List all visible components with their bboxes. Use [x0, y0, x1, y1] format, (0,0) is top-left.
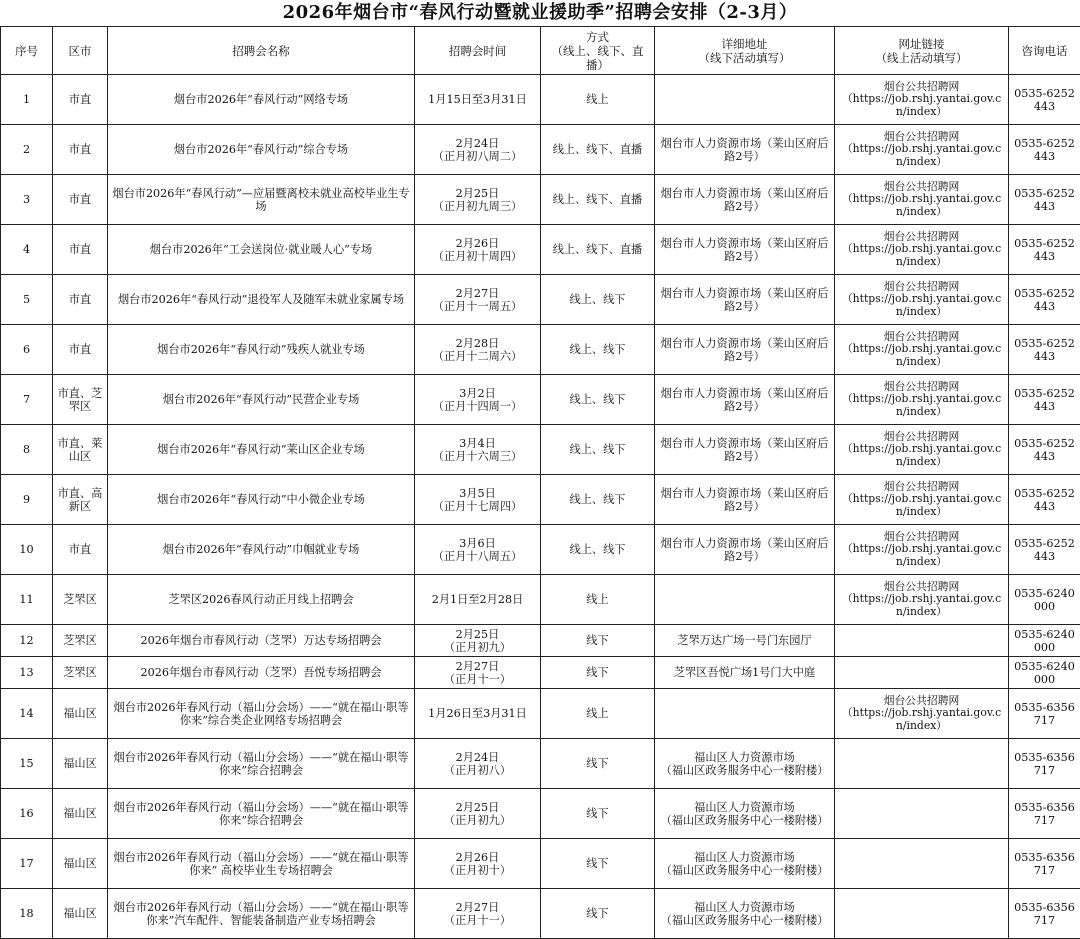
- row-phone: 0535-6252443: [1009, 275, 1080, 325]
- header-phone: 咨询电话: [1009, 27, 1080, 75]
- table-row: [1, 475, 1080, 525]
- row-time: 3月2日 （正月十四周一）: [415, 375, 541, 425]
- row-time: 2月26日 （正月初十周四）: [415, 225, 541, 275]
- row-fair-name: 烟台市2026年“春风行动”退役军人及随军未就业家属专场: [108, 275, 415, 325]
- row-district: 市直、莱山区: [53, 425, 108, 475]
- table-row: [1, 225, 1080, 275]
- row-link: 烟台公共招聘网 （https://job.rshj.yantai.gov.cn/index）: [835, 575, 1009, 625]
- row-time: 1月15日至3月31日: [415, 75, 541, 125]
- row-time: 2月25日 （正月初九周三）: [415, 175, 541, 225]
- row-address: 烟台市人力资源市场（莱山区府后路2号）: [655, 525, 835, 575]
- row-address: 烟台市人力资源市场（莱山区府后路2号）: [655, 225, 835, 275]
- row-number: 12: [1, 625, 53, 657]
- header-name: 招聘会名称: [108, 27, 415, 75]
- row-district: 芝罘区: [53, 575, 108, 625]
- row-phone: 0535-6240000: [1009, 575, 1080, 625]
- row-address: 烟台市人力资源市场（莱山区府后路2号）: [655, 325, 835, 375]
- row-number: 13: [1, 657, 53, 689]
- row-district: 市直: [53, 525, 108, 575]
- row-time: 2月1日至2月28日: [415, 575, 541, 625]
- row-mode: 线下: [541, 789, 655, 839]
- row-number: 16: [1, 789, 53, 839]
- row-number: 8: [1, 425, 53, 475]
- row-district: 市直、芝罘区: [53, 375, 108, 425]
- row-phone: 0535-6252443: [1009, 475, 1080, 525]
- row-address: [655, 575, 835, 625]
- row-fair-name: 烟台市2026年春风行动（福山分会场）——“就在福山·职等你来” 高校毕业生专场招聘会: [108, 839, 415, 889]
- row-district: 福山区: [53, 739, 108, 789]
- row-address: 芝罘区吾悦广场1号门大中庭: [655, 657, 835, 689]
- row-address: [655, 689, 835, 739]
- row-time: 2月27日 （正月十一周五）: [415, 275, 541, 325]
- row-fair-name: 烟台市2026年“工会送岗位·就业暖人心”专场: [108, 225, 415, 275]
- row-fair-name: 烟台市2026年“春风行动”巾帼就业专场: [108, 525, 415, 575]
- table-row: [1, 889, 1080, 939]
- table-row: [1, 275, 1080, 325]
- row-number: 18: [1, 889, 53, 939]
- row-number: 2: [1, 125, 53, 175]
- row-time: 2月28日 （正月十二周六）: [415, 325, 541, 375]
- row-link: [835, 889, 1009, 939]
- row-district: 市直: [53, 225, 108, 275]
- row-district: 福山区: [53, 839, 108, 889]
- row-address: 福山区人力资源市场 （福山区政务服务中心一楼附楼）: [655, 789, 835, 839]
- row-phone: 0535-6240000: [1009, 657, 1080, 689]
- row-number: 7: [1, 375, 53, 425]
- table-row: [1, 689, 1080, 739]
- row-mode: 线上、线下: [541, 475, 655, 525]
- row-address: 烟台市人力资源市场（莱山区府后路2号）: [655, 275, 835, 325]
- row-time: 3月5日 （正月十七周四）: [415, 475, 541, 525]
- row-time: 2月27日 （正月十一）: [415, 657, 541, 689]
- row-phone: 0535-6356717: [1009, 689, 1080, 739]
- row-time: 2月24日 （正月初八）: [415, 739, 541, 789]
- row-time: 3月4日 （正月十六周三）: [415, 425, 541, 475]
- row-number: 9: [1, 475, 53, 525]
- row-link: 烟台公共招聘网 （https://job.rshj.yantai.gov.cn/index）: [835, 689, 1009, 739]
- row-district: 市直: [53, 175, 108, 225]
- header-link: 网址链接 （线上活动填写）: [835, 27, 1009, 75]
- row-mode: 线下: [541, 625, 655, 657]
- row-number: 3: [1, 175, 53, 225]
- row-number: 15: [1, 739, 53, 789]
- row-fair-name: 烟台市2026年“春风行动”莱山区企业专场: [108, 425, 415, 475]
- row-time: 2月25日 （正月初九）: [415, 789, 541, 839]
- table-row: [1, 625, 1080, 657]
- table-row: [1, 325, 1080, 375]
- table-row: [1, 657, 1080, 689]
- table-row: [1, 125, 1080, 175]
- row-link: 烟台公共招聘网 （https://job.rshj.yantai.gov.cn/index）: [835, 425, 1009, 475]
- row-district: 市直: [53, 75, 108, 125]
- page-title: 2026年烟台市“春风行动暨就业援助季”招聘会安排（2-3月）: [0, 0, 1080, 26]
- header-mode: 方式 （线上、线下、直播）: [541, 27, 655, 75]
- row-number: 5: [1, 275, 53, 325]
- row-link: 烟台公共招聘网 （https://job.rshj.yantai.gov.cn/index）: [835, 475, 1009, 525]
- row-fair-name: 烟台市2026年“春风行动”民营企业专场: [108, 375, 415, 425]
- row-district: 福山区: [53, 789, 108, 839]
- row-district: 芝罘区: [53, 625, 108, 657]
- row-mode: 线上、线下、直播: [541, 225, 655, 275]
- table-row: [1, 175, 1080, 225]
- row-phone: 0535-6252443: [1009, 325, 1080, 375]
- row-phone: 0535-6252443: [1009, 525, 1080, 575]
- row-mode: 线下: [541, 739, 655, 789]
- row-time: 2月27日 （正月十一）: [415, 889, 541, 939]
- table-row: [1, 575, 1080, 625]
- table-row: [1, 525, 1080, 575]
- row-fair-name: 烟台市2026年春风行动（福山分会场）——“就在福山·职等你来”综合招聘会: [108, 739, 415, 789]
- row-fair-name: 2026年烟台市春风行动（芝罘）吾悦专场招聘会: [108, 657, 415, 689]
- row-time: 2月26日 （正月初十）: [415, 839, 541, 889]
- row-phone: 0535-6356717: [1009, 889, 1080, 939]
- table-row: [1, 839, 1080, 889]
- row-number: 11: [1, 575, 53, 625]
- row-link: [835, 789, 1009, 839]
- row-link: 烟台公共招聘网 （https://job.rshj.yantai.gov.cn/index）: [835, 175, 1009, 225]
- row-phone: 0535-6252443: [1009, 175, 1080, 225]
- row-fair-name: 烟台市2026年春风行动（福山分会场）——“就在福山·职等你来”综合类企业网络专场招聘会: [108, 689, 415, 739]
- row-link: 烟台公共招聘网 （https://job.rshj.yantai.gov.cn/index）: [835, 375, 1009, 425]
- row-fair-name: 烟台市2026年“春风行动”—应届暨离校未就业高校毕业生专场: [108, 175, 415, 225]
- header-no: 序号: [1, 27, 53, 75]
- row-number: 14: [1, 689, 53, 739]
- row-phone: 0535-6252443: [1009, 425, 1080, 475]
- row-address: 烟台市人力资源市场（莱山区府后路2号）: [655, 425, 835, 475]
- row-address: 芝罘万达广场一号门东园厅: [655, 625, 835, 657]
- row-time: 3月6日 （正月十八周五）: [415, 525, 541, 575]
- row-link: [835, 839, 1009, 889]
- row-mode: 线上、线下: [541, 275, 655, 325]
- row-time: 2月24日 （正月初八周二）: [415, 125, 541, 175]
- row-phone: 0535-6252443: [1009, 225, 1080, 275]
- row-district: 芝罘区: [53, 657, 108, 689]
- row-link: 烟台公共招聘网 （https://job.rshj.yantai.gov.cn/index）: [835, 525, 1009, 575]
- row-mode: 线上: [541, 575, 655, 625]
- row-address: 福山区人力资源市场 （福山区政务服务中心一楼附楼）: [655, 739, 835, 789]
- row-fair-name: 芝罘区2026春风行动正月线上招聘会: [108, 575, 415, 625]
- row-mode: 线上: [541, 689, 655, 739]
- row-link: [835, 739, 1009, 789]
- row-mode: 线上: [541, 75, 655, 125]
- row-fair-name: 烟台市2026年春风行动（福山分会场）——“就在福山·职等你来”综合招聘会: [108, 789, 415, 839]
- row-fair-name: 2026年烟台市春风行动（芝罘）万达专场招聘会: [108, 625, 415, 657]
- row-phone: 0535-6356717: [1009, 739, 1080, 789]
- row-fair-name: 烟台市2026年“春风行动”中小微企业专场: [108, 475, 415, 525]
- row-time: 2月25日 （正月初九）: [415, 625, 541, 657]
- row-phone: 0535-6252443: [1009, 125, 1080, 175]
- header-address: 详细地址 （线下活动填写）: [655, 27, 835, 75]
- row-number: 6: [1, 325, 53, 375]
- row-district: 福山区: [53, 689, 108, 739]
- row-mode: 线下: [541, 889, 655, 939]
- row-district: 市直: [53, 275, 108, 325]
- row-link: 烟台公共招聘网 （https://job.rshj.yantai.gov.cn/index）: [835, 125, 1009, 175]
- row-phone: 0535-6356717: [1009, 789, 1080, 839]
- row-address: 烟台市人力资源市场（莱山区府后路2号）: [655, 175, 835, 225]
- job-fair-table: [0, 26, 1080, 939]
- row-fair-name: 烟台市2026年春风行动（福山分会场）——“就在福山·职等你来”汽车配件、智能装备制造产业专场招聘会: [108, 889, 415, 939]
- row-fair-name: 烟台市2026年“春风行动”综合专场: [108, 125, 415, 175]
- row-district: 市直、高新区: [53, 475, 108, 525]
- header-district: 区市: [53, 27, 108, 75]
- row-district: 市直: [53, 125, 108, 175]
- header-time: 招聘会时间: [415, 27, 541, 75]
- table-row: [1, 75, 1080, 125]
- row-phone: 0535-6252443: [1009, 75, 1080, 125]
- row-fair-name: 烟台市2026年“春风行动”残疾人就业专场: [108, 325, 415, 375]
- row-address: 烟台市人力资源市场（莱山区府后路2号）: [655, 375, 835, 425]
- row-link: [835, 657, 1009, 689]
- row-link: 烟台公共招聘网 （https://job.rshj.yantai.gov.cn/index）: [835, 225, 1009, 275]
- row-mode: 线上、线下: [541, 325, 655, 375]
- row-link: [835, 625, 1009, 657]
- row-district: 福山区: [53, 889, 108, 939]
- row-phone: 0535-6240000: [1009, 625, 1080, 657]
- header-row: [1, 27, 1080, 75]
- row-mode: 线上、线下、直播: [541, 125, 655, 175]
- table-row: [1, 375, 1080, 425]
- row-address: [655, 75, 835, 125]
- table-row: [1, 739, 1080, 789]
- row-number: 10: [1, 525, 53, 575]
- row-address: 福山区人力资源市场 （福山区政务服务中心一楼附楼）: [655, 839, 835, 889]
- row-district: 市直: [53, 325, 108, 375]
- row-address: 烟台市人力资源市场（莱山区府后路2号）: [655, 475, 835, 525]
- table-row: [1, 789, 1080, 839]
- row-phone: 0535-6252443: [1009, 375, 1080, 425]
- row-mode: 线下: [541, 839, 655, 889]
- row-link: 烟台公共招聘网 （https://job.rshj.yantai.gov.cn/index）: [835, 275, 1009, 325]
- row-fair-name: 烟台市2026年“春风行动”网络专场: [108, 75, 415, 125]
- row-mode: 线上、线下、直播: [541, 175, 655, 225]
- table-row: [1, 425, 1080, 475]
- row-address: 烟台市人力资源市场（莱山区府后路2号）: [655, 125, 835, 175]
- row-address: 福山区人力资源市场 （福山区政务服务中心一楼附楼）: [655, 889, 835, 939]
- row-link: 烟台公共招聘网 （https://job.rshj.yantai.gov.cn/index）: [835, 325, 1009, 375]
- row-phone: 0535-6356717: [1009, 839, 1080, 889]
- row-mode: 线下: [541, 657, 655, 689]
- row-time: 1月26日至3月31日: [415, 689, 541, 739]
- row-number: 1: [1, 75, 53, 125]
- row-number: 4: [1, 225, 53, 275]
- row-link: 烟台公共招聘网 （https://job.rshj.yantai.gov.cn/index）: [835, 75, 1009, 125]
- row-number: 17: [1, 839, 53, 889]
- row-mode: 线上、线下: [541, 425, 655, 475]
- row-mode: 线上、线下: [541, 375, 655, 425]
- row-mode: 线上、线下: [541, 525, 655, 575]
